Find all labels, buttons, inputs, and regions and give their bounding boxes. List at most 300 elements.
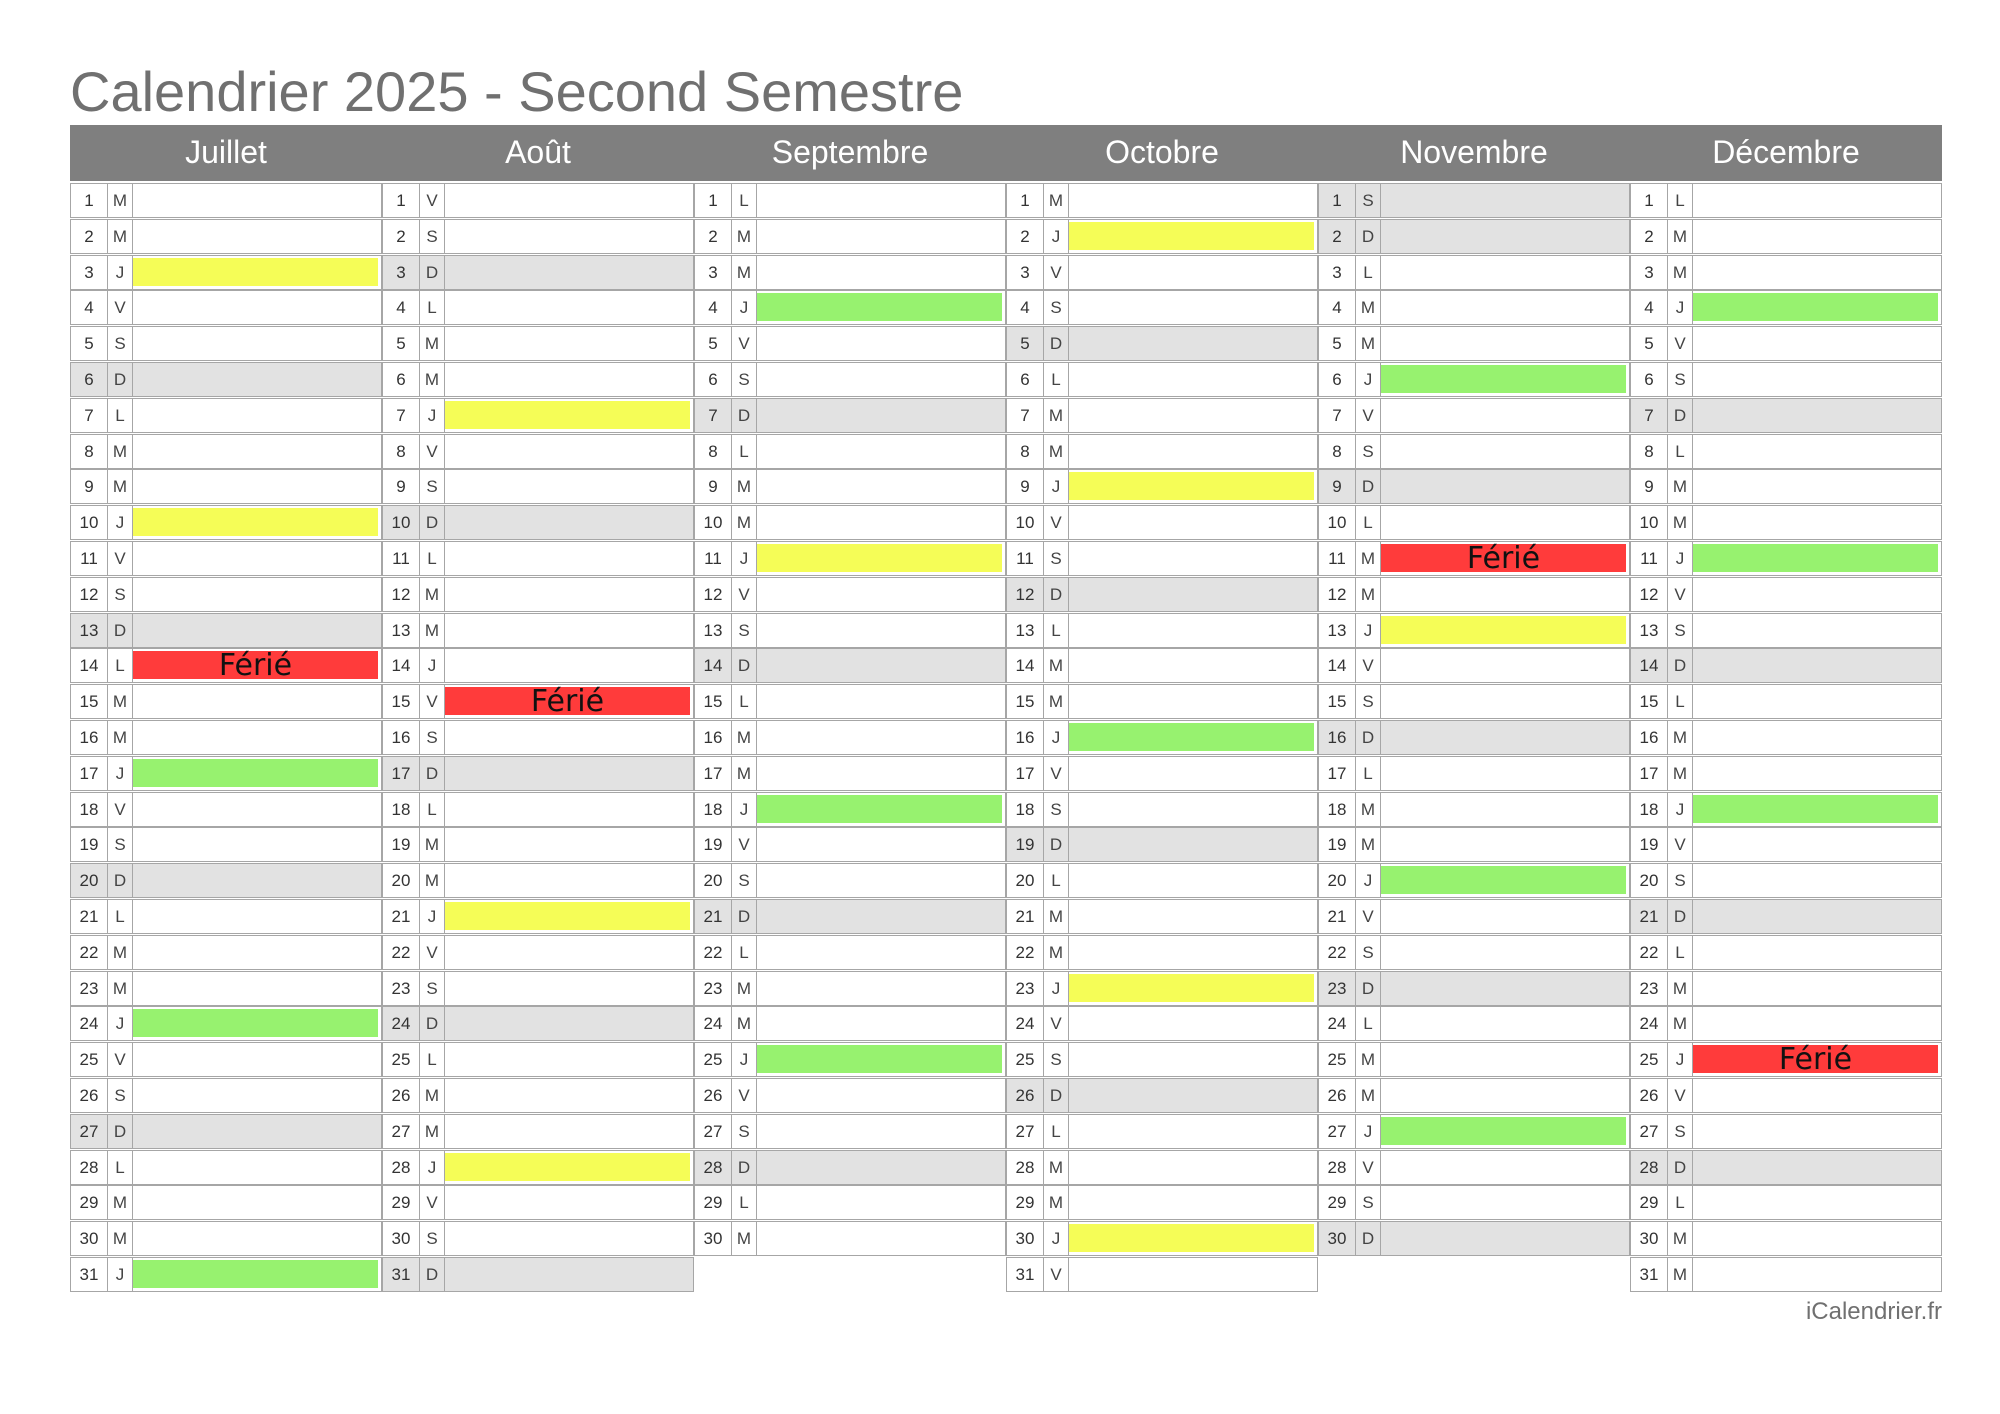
day-note-cell[interactable] <box>1068 290 1318 325</box>
day-note-cell[interactable] <box>1380 362 1630 397</box>
day-note-cell[interactable] <box>1380 899 1630 934</box>
day-note-cell[interactable] <box>1692 398 1942 433</box>
day-number: 3 <box>1318 255 1356 290</box>
day-note-cell[interactable] <box>1692 720 1942 755</box>
day-number: 4 <box>1318 290 1356 325</box>
day-note-cell[interactable] <box>756 792 1006 827</box>
day-note-cell[interactable] <box>1692 613 1942 648</box>
day-note-cell[interactable] <box>1068 505 1318 540</box>
day-note-cell[interactable] <box>756 541 1006 576</box>
day-note-cell[interactable] <box>444 505 694 540</box>
day-note-cell[interactable] <box>132 648 382 683</box>
day-note-cell[interactable] <box>756 469 1006 504</box>
day-note-cell[interactable] <box>1380 720 1630 755</box>
day-row <box>382 505 694 541</box>
day-note-cell[interactable] <box>132 183 382 218</box>
day-note-cell[interactable] <box>1692 505 1942 540</box>
day-number: 17 <box>1630 756 1668 791</box>
day-note-cell[interactable] <box>1068 434 1318 469</box>
month-header-bar <box>70 125 1942 181</box>
day-number: 3 <box>70 255 108 290</box>
day-note-cell[interactable] <box>1380 684 1630 719</box>
day-row <box>70 1150 382 1186</box>
day-note-cell[interactable] <box>132 290 382 325</box>
weekday-letter: L <box>107 398 133 433</box>
day-note-cell[interactable] <box>1068 935 1318 970</box>
yellow-highlight <box>1069 222 1314 250</box>
day-note-cell[interactable] <box>444 469 694 504</box>
weekday-letter: M <box>731 1006 757 1041</box>
day-note-cell[interactable] <box>756 899 1006 934</box>
day-number: 9 <box>70 469 108 504</box>
day-row <box>1318 720 1630 756</box>
day-row <box>382 1114 694 1150</box>
day-row <box>694 1078 1006 1114</box>
day-number: 4 <box>70 290 108 325</box>
day-row <box>382 1257 694 1293</box>
day-note-cell[interactable] <box>132 434 382 469</box>
day-note-cell[interactable] <box>1692 1078 1942 1113</box>
day-note-cell[interactable] <box>1380 434 1630 469</box>
day-row <box>694 290 1006 326</box>
day-row <box>1630 183 1942 219</box>
day-row <box>70 434 382 470</box>
day-row <box>1318 1185 1630 1221</box>
day-note-cell[interactable] <box>1380 792 1630 827</box>
day-note-cell[interactable] <box>1068 1185 1318 1220</box>
day-row <box>70 255 382 291</box>
day-note-cell[interactable] <box>1380 1185 1630 1220</box>
day-note-cell[interactable] <box>132 1221 382 1256</box>
day-note-cell[interactable] <box>132 935 382 970</box>
day-number: 5 <box>1318 326 1356 361</box>
weekday-letter: J <box>1355 362 1381 397</box>
day-note-cell[interactable] <box>444 541 694 576</box>
day-row <box>382 1006 694 1042</box>
day-row <box>694 684 1006 720</box>
day-row <box>694 326 1006 362</box>
day-note-cell[interactable] <box>1380 648 1630 683</box>
day-number: 19 <box>382 827 420 862</box>
day-note-cell[interactable] <box>132 720 382 755</box>
day-note-cell[interactable] <box>1068 1221 1318 1256</box>
day-number: 27 <box>1318 1114 1356 1149</box>
day-note-cell[interactable] <box>444 899 694 934</box>
day-note-cell[interactable] <box>1692 326 1942 361</box>
day-number: 30 <box>694 1221 732 1256</box>
day-note-cell[interactable] <box>1692 1042 1942 1077</box>
day-note-cell[interactable] <box>1380 613 1630 648</box>
day-note-cell[interactable] <box>444 362 694 397</box>
day-note-cell[interactable] <box>1068 863 1318 898</box>
day-number: 17 <box>1006 756 1044 791</box>
day-note-cell[interactable] <box>756 1185 1006 1220</box>
weekday-letter: S <box>1355 1185 1381 1220</box>
day-number: 20 <box>382 863 420 898</box>
weekday-letter: J <box>107 505 133 540</box>
day-note-cell[interactable] <box>132 219 382 254</box>
day-number: 26 <box>1318 1078 1356 1113</box>
weekday-letter: S <box>1043 792 1069 827</box>
day-note-cell[interactable] <box>1380 541 1630 576</box>
day-note-cell[interactable] <box>1380 1042 1630 1077</box>
day-note-cell[interactable] <box>444 577 694 612</box>
day-note-cell[interactable] <box>444 1257 694 1292</box>
day-number: 17 <box>694 756 732 791</box>
day-note-cell[interactable] <box>756 183 1006 218</box>
day-note-cell[interactable] <box>1692 648 1942 683</box>
day-note-cell[interactable] <box>132 1185 382 1220</box>
day-number: 17 <box>70 756 108 791</box>
day-note-cell[interactable] <box>1692 541 1942 576</box>
weekday-letter: M <box>107 434 133 469</box>
yellow-highlight <box>1069 1224 1314 1252</box>
day-note-cell[interactable] <box>1692 469 1942 504</box>
day-row <box>70 648 382 684</box>
weekday-letter: D <box>419 505 445 540</box>
day-note-cell[interactable] <box>444 255 694 290</box>
day-row <box>1006 1221 1318 1257</box>
day-note-cell[interactable] <box>444 1042 694 1077</box>
day-row <box>694 648 1006 684</box>
day-row <box>1630 863 1942 899</box>
day-note-cell[interactable] <box>444 971 694 1006</box>
day-note-cell[interactable] <box>1068 1078 1318 1113</box>
day-row <box>1318 863 1630 899</box>
day-note-cell[interactable] <box>444 1221 694 1256</box>
day-note-cell[interactable] <box>1068 255 1318 290</box>
day-note-cell[interactable] <box>1380 935 1630 970</box>
day-number: 24 <box>1318 1006 1356 1041</box>
weekday-letter: L <box>107 648 133 683</box>
day-note-cell[interactable] <box>444 1006 694 1041</box>
day-number: 28 <box>1318 1150 1356 1185</box>
day-row <box>694 1185 1006 1221</box>
day-note-cell[interactable] <box>1380 290 1630 325</box>
day-note-cell[interactable] <box>1068 398 1318 433</box>
day-note-cell[interactable] <box>1068 183 1318 218</box>
day-note-cell[interactable] <box>756 398 1006 433</box>
day-note-cell[interactable] <box>1380 183 1630 218</box>
day-note-cell[interactable] <box>444 792 694 827</box>
day-row <box>694 183 1006 219</box>
day-note-cell[interactable] <box>1068 971 1318 1006</box>
day-number: 20 <box>1318 863 1356 898</box>
day-note-cell[interactable] <box>756 434 1006 469</box>
day-row <box>1630 899 1942 935</box>
day-number: 29 <box>694 1185 732 1220</box>
day-note-cell[interactable] <box>756 720 1006 755</box>
day-note-cell[interactable] <box>756 1150 1006 1185</box>
day-note-cell[interactable] <box>1380 756 1630 791</box>
day-note-cell[interactable] <box>1380 827 1630 862</box>
day-row <box>1006 1114 1318 1150</box>
day-note-cell[interactable] <box>1380 326 1630 361</box>
weekday-letter: L <box>1667 434 1693 469</box>
day-note-cell[interactable] <box>1692 827 1942 862</box>
day-row <box>1318 1006 1630 1042</box>
day-note-cell[interactable] <box>132 1150 382 1185</box>
day-note-cell[interactable] <box>1068 648 1318 683</box>
day-note-cell[interactable] <box>756 255 1006 290</box>
weekday-letter: M <box>1043 684 1069 719</box>
weekday-letter: L <box>1667 935 1693 970</box>
day-note-cell[interactable] <box>1380 469 1630 504</box>
day-note-cell[interactable] <box>756 971 1006 1006</box>
day-note-cell[interactable] <box>444 1078 694 1113</box>
day-note-cell[interactable] <box>1692 1114 1942 1149</box>
day-note-cell[interactable] <box>1380 971 1630 1006</box>
day-number: 19 <box>1318 827 1356 862</box>
day-note-cell[interactable] <box>132 326 382 361</box>
day-row <box>694 219 1006 255</box>
day-number: 23 <box>1630 971 1668 1006</box>
day-note-cell[interactable] <box>132 1006 382 1041</box>
day-note-cell[interactable] <box>444 720 694 755</box>
day-note-cell[interactable] <box>756 362 1006 397</box>
day-note-cell[interactable] <box>1692 971 1942 1006</box>
day-note-cell[interactable] <box>1380 1078 1630 1113</box>
day-note-cell[interactable] <box>1692 219 1942 254</box>
day-note-cell[interactable] <box>132 971 382 1006</box>
day-note-cell[interactable] <box>444 434 694 469</box>
day-note-cell[interactable] <box>444 935 694 970</box>
day-number: 5 <box>1630 326 1668 361</box>
day-row <box>70 684 382 720</box>
day-number: 7 <box>1318 398 1356 433</box>
weekday-letter: S <box>107 827 133 862</box>
day-row <box>694 1150 1006 1186</box>
day-note-cell[interactable] <box>1068 541 1318 576</box>
weekday-letter: V <box>1355 899 1381 934</box>
day-note-cell[interactable] <box>1068 326 1318 361</box>
weekday-letter: J <box>107 756 133 791</box>
day-note-cell[interactable] <box>756 1221 1006 1256</box>
day-note-cell[interactable] <box>444 1150 694 1185</box>
day-row <box>70 863 382 899</box>
day-note-cell[interactable] <box>132 541 382 576</box>
day-row <box>1318 290 1630 326</box>
day-note-cell[interactable] <box>1068 720 1318 755</box>
day-note-cell[interactable] <box>756 648 1006 683</box>
day-note-cell[interactable] <box>756 577 1006 612</box>
day-number: 22 <box>1006 935 1044 970</box>
day-row <box>694 863 1006 899</box>
day-note-cell[interactable] <box>1068 362 1318 397</box>
day-note-cell[interactable] <box>1068 219 1318 254</box>
day-note-cell[interactable] <box>1692 434 1942 469</box>
day-note-cell[interactable] <box>1380 577 1630 612</box>
weekday-letter: J <box>419 648 445 683</box>
day-note-cell[interactable] <box>132 684 382 719</box>
weekday-letter: V <box>1043 255 1069 290</box>
day-note-cell[interactable] <box>132 255 382 290</box>
day-note-cell[interactable] <box>756 684 1006 719</box>
day-row <box>382 362 694 398</box>
day-note-cell[interactable] <box>444 1114 694 1149</box>
day-note-cell[interactable] <box>756 1042 1006 1077</box>
day-note-cell[interactable] <box>444 219 694 254</box>
day-note-cell[interactable] <box>1380 255 1630 290</box>
day-note-cell[interactable] <box>1380 1150 1630 1185</box>
day-row <box>1318 434 1630 470</box>
day-note-cell[interactable] <box>756 935 1006 970</box>
day-note-cell[interactable] <box>1692 1257 1942 1292</box>
day-note-cell[interactable] <box>444 326 694 361</box>
day-note-cell[interactable] <box>132 613 382 648</box>
weekday-letter: S <box>1355 684 1381 719</box>
day-note-cell[interactable] <box>1692 183 1942 218</box>
day-note-cell[interactable] <box>132 1114 382 1149</box>
weekday-letter: M <box>107 935 133 970</box>
day-number: 27 <box>382 1114 420 1149</box>
day-note-cell[interactable] <box>1068 1114 1318 1149</box>
day-note-cell[interactable] <box>756 290 1006 325</box>
holiday-marker: Férié <box>1381 544 1626 572</box>
day-note-cell[interactable] <box>1692 362 1942 397</box>
day-note-cell[interactable] <box>1068 684 1318 719</box>
day-row <box>1006 577 1318 613</box>
day-number: 7 <box>70 398 108 433</box>
day-number: 26 <box>70 1078 108 1113</box>
day-note-cell[interactable] <box>1380 1006 1630 1041</box>
day-note-cell[interactable] <box>1068 756 1318 791</box>
day-row <box>1318 541 1630 577</box>
day-note-cell[interactable] <box>444 1185 694 1220</box>
day-note-cell[interactable] <box>756 1114 1006 1149</box>
day-note-cell[interactable] <box>444 756 694 791</box>
day-number: 23 <box>1318 971 1356 1006</box>
day-note-cell[interactable] <box>132 756 382 791</box>
day-note-cell[interactable] <box>1692 756 1942 791</box>
day-note-cell[interactable] <box>1692 290 1942 325</box>
day-note-cell[interactable] <box>1068 1006 1318 1041</box>
weekday-letter: J <box>419 398 445 433</box>
day-number: 7 <box>382 398 420 433</box>
day-note-cell[interactable] <box>1692 899 1942 934</box>
day-number: 2 <box>694 219 732 254</box>
day-note-cell[interactable] <box>444 827 694 862</box>
day-note-cell[interactable] <box>1380 219 1630 254</box>
day-note-cell[interactable] <box>1380 505 1630 540</box>
day-note-cell[interactable] <box>1068 469 1318 504</box>
day-number: 12 <box>70 577 108 612</box>
day-note-cell[interactable] <box>756 613 1006 648</box>
day-note-cell[interactable] <box>1068 792 1318 827</box>
day-note-cell[interactable] <box>444 648 694 683</box>
day-number: 12 <box>1318 577 1356 612</box>
day-note-cell[interactable] <box>1692 1150 1942 1185</box>
site-credit: iCalendrier.fr <box>1805 1298 1942 1325</box>
day-note-cell[interactable] <box>1692 1006 1942 1041</box>
day-note-cell[interactable] <box>444 684 694 719</box>
day-number: 15 <box>70 684 108 719</box>
day-row <box>694 398 1006 434</box>
day-row <box>382 1185 694 1221</box>
day-note-cell[interactable] <box>1380 1221 1630 1256</box>
day-note-cell[interactable] <box>1068 899 1318 934</box>
day-number: 29 <box>1318 1185 1356 1220</box>
weekday-letter: S <box>107 1078 133 1113</box>
day-note-cell[interactable] <box>132 505 382 540</box>
day-note-cell[interactable] <box>132 1078 382 1113</box>
day-note-cell[interactable] <box>1692 577 1942 612</box>
day-note-cell[interactable] <box>1692 1221 1942 1256</box>
day-number: 5 <box>382 326 420 361</box>
day-note-cell[interactable] <box>756 219 1006 254</box>
day-note-cell[interactable] <box>1068 577 1318 612</box>
day-note-cell[interactable] <box>756 326 1006 361</box>
day-note-cell[interactable] <box>1692 255 1942 290</box>
day-note-cell[interactable] <box>756 756 1006 791</box>
day-note-cell[interactable] <box>444 613 694 648</box>
day-note-cell[interactable] <box>756 1006 1006 1041</box>
weekday-letter: V <box>419 434 445 469</box>
day-note-cell[interactable] <box>1692 792 1942 827</box>
day-note-cell[interactable] <box>132 792 382 827</box>
day-number: 19 <box>1630 827 1668 862</box>
day-note-cell[interactable] <box>1068 1150 1318 1185</box>
day-note-cell[interactable] <box>444 863 694 898</box>
day-note-cell[interactable] <box>132 577 382 612</box>
day-row <box>382 971 694 1007</box>
day-note-cell[interactable] <box>1068 1042 1318 1077</box>
day-note-cell[interactable] <box>1692 935 1942 970</box>
day-row <box>1318 469 1630 505</box>
day-number: 13 <box>70 613 108 648</box>
day-number: 1 <box>694 183 732 218</box>
weekday-letter: J <box>1667 290 1693 325</box>
day-note-cell[interactable] <box>1692 1185 1942 1220</box>
day-note-cell[interactable] <box>1692 863 1942 898</box>
day-note-cell[interactable] <box>132 398 382 433</box>
weekday-letter: D <box>107 613 133 648</box>
day-note-cell[interactable] <box>444 398 694 433</box>
day-note-cell[interactable] <box>132 469 382 504</box>
day-row <box>694 613 1006 649</box>
day-note-cell[interactable] <box>132 1257 382 1292</box>
day-note-cell[interactable] <box>1068 1257 1318 1292</box>
day-number: 2 <box>1630 219 1668 254</box>
day-number: 18 <box>1630 792 1668 827</box>
day-row <box>1006 935 1318 971</box>
day-note-cell[interactable] <box>132 1042 382 1077</box>
day-note-cell[interactable] <box>132 863 382 898</box>
day-note-cell[interactable] <box>444 290 694 325</box>
day-note-cell[interactable] <box>132 899 382 934</box>
day-note-cell[interactable] <box>1380 1114 1630 1149</box>
day-note-cell[interactable] <box>756 827 1006 862</box>
day-note-cell[interactable] <box>1380 398 1630 433</box>
day-note-cell[interactable] <box>132 362 382 397</box>
day-row <box>70 362 382 398</box>
day-row <box>1630 971 1942 1007</box>
day-note-cell[interactable] <box>444 183 694 218</box>
day-note-cell[interactable] <box>756 1078 1006 1113</box>
weekday-letter: D <box>1667 648 1693 683</box>
day-note-cell[interactable] <box>1692 684 1942 719</box>
day-note-cell[interactable] <box>1068 613 1318 648</box>
day-note-cell[interactable] <box>756 863 1006 898</box>
day-note-cell[interactable] <box>1380 863 1630 898</box>
day-note-cell[interactable] <box>1068 827 1318 862</box>
day-row <box>1318 1114 1630 1150</box>
day-note-cell[interactable] <box>132 827 382 862</box>
day-note-cell[interactable] <box>756 505 1006 540</box>
day-row <box>1006 1006 1318 1042</box>
day-row <box>694 1114 1006 1150</box>
day-row <box>1006 756 1318 792</box>
